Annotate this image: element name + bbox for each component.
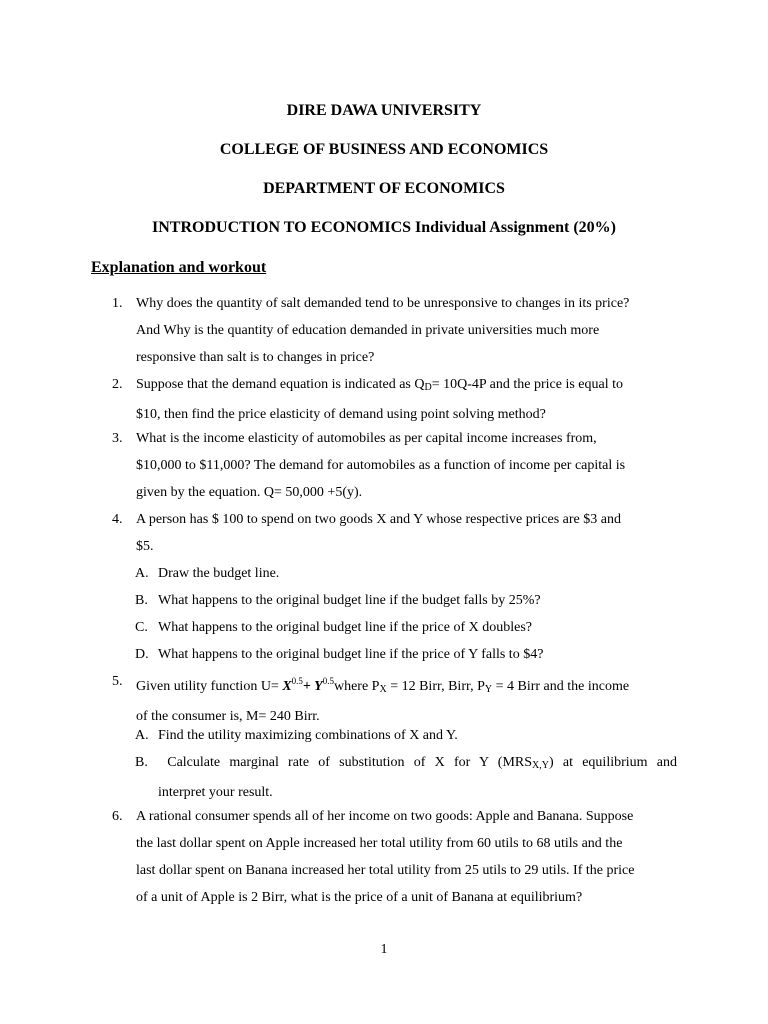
sub-question-text: Draw the budget line.: [158, 566, 280, 581]
question-text: Suppose that the demand equation is indicated as Q: [136, 377, 425, 392]
question-line: $10,000 to $11,000? The demand for automobiles as a function of income per capital is: [136, 458, 626, 473]
sub-question-line: interpret your result.: [158, 785, 273, 800]
formula-operator: +: [302, 679, 315, 694]
question-line: [136, 668, 677, 703]
formula-variable: Y: [314, 679, 323, 694]
question-line: What is the income elasticity of automobiles as per capital income increases from,: [136, 431, 597, 446]
sub-question-text: What happens to the original budget line if the price of Y falls to $4?: [158, 647, 544, 662]
subscript: X,Y: [532, 760, 549, 771]
sub-question-5b: [135, 749, 677, 806]
question-2: [112, 371, 677, 428]
sub-question-letter: D.: [135, 647, 149, 662]
question-line: Why does the quantity of salt demanded tend to be unresponsive to changes in its price?: [136, 296, 630, 311]
question-1: [112, 290, 677, 371]
sub-question-4c: [135, 614, 677, 641]
sub-question-letter: B.: [135, 593, 148, 608]
subscript: D: [424, 382, 432, 393]
college-title: COLLEGE OF BUSINESS AND ECONOMICS: [219, 141, 549, 158]
sub-question-text: What happens to the original budget line if the price of X doubles?: [158, 620, 533, 635]
question-number: 2.: [112, 377, 123, 392]
page-number: 1: [380, 942, 388, 957]
sub-question-text: Calculate marginal rate of substitution of X for Y (MRS: [167, 755, 533, 770]
question-number: 5.: [112, 674, 123, 689]
question-text: = 10Q-4P and the price is equal to: [431, 377, 624, 392]
subscript: Y: [484, 684, 493, 695]
question-line: $10, then find the price elasticity of demand using point solving method?: [136, 407, 546, 422]
question-number: 3.: [112, 431, 123, 446]
course-name: INTRODUCTION TO ECONOMICS: [152, 219, 412, 236]
formula-variable: X: [282, 679, 292, 694]
question-line: A rational consumer spends all of her income on two goods: Apple and Banana. Suppose: [136, 809, 634, 824]
question-number: 6.: [112, 809, 123, 824]
utility-formula: [282, 676, 334, 694]
question-line: And Why is the quantity of education demanded in private universities much more: [136, 323, 600, 338]
sub-question-4a: [135, 560, 677, 587]
question-4: [112, 506, 677, 560]
sub-question-5a: [135, 722, 677, 749]
question-line: of a unit of Apple is 2 Birr, what is the price of a unit of Banana at equilibrium?: [136, 890, 583, 905]
question-text: = 4 Birr and the income: [492, 679, 630, 694]
formula-exponent: 0.5: [291, 676, 303, 686]
sub-question-line: [158, 749, 677, 779]
question-3: [112, 425, 677, 506]
university-title: DIRE DAWA UNIVERSITY: [286, 102, 482, 119]
question-line: last dollar spent on Banana increased her total utility from 25 utils to 29 utils. If the price: [136, 863, 635, 878]
section-title: Explanation and workout: [91, 259, 267, 276]
sub-question-letter: A.: [135, 728, 149, 743]
question-line: the last dollar spent on Apple increased her total utility from 60 utils to 68 utils and the: [136, 836, 623, 851]
sub-question-letter: C.: [135, 620, 148, 635]
question-text: = 12 Birr, Birr, P: [386, 679, 485, 694]
sub-question-text: Find the utility maximizing combinations of X and Y.: [158, 728, 458, 743]
question-number: 4.: [112, 512, 123, 527]
sub-question-letter: A.: [135, 566, 149, 581]
question-line: of the consumer is, M= 240 Birr.: [136, 709, 320, 724]
sub-question-letter: B.: [135, 755, 148, 770]
question-5: [112, 668, 677, 730]
question-number: 1.: [112, 296, 123, 311]
formula-exponent: 0.5: [322, 676, 334, 686]
question-line: responsive than salt is to changes in price?: [136, 350, 375, 365]
sub-question-text: What happens to the original budget line if the budget falls by 25%?: [158, 593, 541, 608]
sub-question-4b: [135, 587, 677, 614]
sub-question-4d: [135, 641, 677, 668]
assignment-title: [0, 218, 768, 238]
question-line: given by the equation. Q= 50,000 +5(y).: [136, 485, 363, 500]
question-line: A person has $ 100 to spend on two goods X and Y whose respective prices are $3 and: [136, 512, 621, 527]
question-6: [112, 803, 677, 911]
department-title: DEPARTMENT OF ECONOMICS: [263, 180, 505, 197]
question-text: where P: [333, 679, 380, 694]
question-text: Given utility function U=: [136, 679, 283, 694]
sub-question-text: ) at equilibrium and: [549, 755, 677, 770]
subscript: X: [379, 684, 387, 695]
question-line: [136, 371, 677, 401]
assignment-label: Individual Assignment (20%): [415, 219, 616, 236]
question-line: $5.: [136, 539, 154, 554]
